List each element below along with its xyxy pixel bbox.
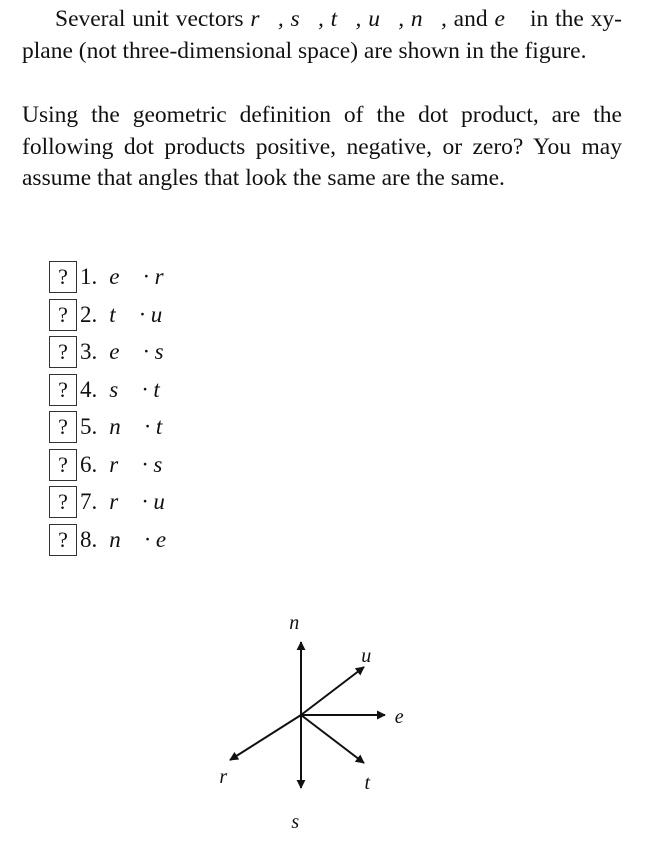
intro-e-vector: e⃗ bbox=[494, 6, 524, 32]
question-number-7: 7. bbox=[80, 489, 98, 514]
question-expression-5: n⃗ · t⃗ bbox=[109, 414, 181, 439]
answer-select-3[interactable]: ? bbox=[49, 336, 77, 368]
question-expression-1: e⃗ · r⃗ bbox=[109, 264, 182, 289]
instructions-paragraph: Using the geometric definition of the dot product, are the following dot products positive, negative, or zero? You may assume that angles that look the same are the same. bbox=[22, 102, 622, 191]
vector-t-arrow bbox=[301, 715, 364, 763]
vector-r-arrow bbox=[230, 715, 301, 760]
question-expression-6: r⃗ · s⃗ bbox=[109, 451, 181, 477]
label-u: u⃗ bbox=[361, 645, 387, 667]
label-t: t⃗ bbox=[364, 772, 386, 794]
question-number-5: 5. bbox=[80, 414, 98, 439]
question-number-1: 1. bbox=[80, 264, 98, 289]
question-number-2: 2. bbox=[80, 301, 98, 327]
question-expression-7: r⃗ · u⃗ bbox=[109, 489, 183, 514]
answer-select-6[interactable]: ? bbox=[49, 449, 77, 481]
intro-vector-list: r⃗, s⃗, t⃗, u⃗, n⃗, bbox=[250, 6, 447, 32]
question-number-8: 8. bbox=[80, 526, 98, 552]
question-expression-2: t⃗ · u⃗ bbox=[109, 301, 181, 327]
intro-text-3: in the xy-plane (not three-dimensional space) are shown in the figure. bbox=[22, 6, 622, 64]
intro-text-2: and bbox=[446, 6, 495, 32]
answer-select-8[interactable]: ? bbox=[49, 524, 77, 556]
question-number-3: 3. bbox=[80, 339, 98, 364]
question-expression-8: n⃗ · e⃗ bbox=[109, 526, 184, 552]
answer-select-2[interactable]: ? bbox=[49, 299, 77, 331]
label-s: s⃗ bbox=[291, 811, 315, 833]
question-number-4: 4. bbox=[80, 376, 98, 402]
question-number-6: 6. bbox=[80, 451, 98, 477]
question-expression-3: e⃗ · s⃗ bbox=[109, 339, 182, 364]
answer-select-5[interactable]: ? bbox=[49, 411, 77, 443]
vector-u-arrow bbox=[301, 667, 364, 715]
answer-select-7[interactable]: ? bbox=[49, 486, 77, 518]
intro-text-1: Several unit vectors bbox=[55, 6, 251, 32]
answer-select-4[interactable]: ? bbox=[49, 374, 77, 406]
question-expression-4: s⃗ · t⃗ bbox=[109, 376, 178, 402]
label-e: e⃗ bbox=[394, 706, 420, 728]
answer-select-1[interactable]: ? bbox=[49, 261, 77, 293]
label-n: n⃗ bbox=[289, 612, 315, 634]
label-r: r⃗ bbox=[219, 766, 243, 788]
